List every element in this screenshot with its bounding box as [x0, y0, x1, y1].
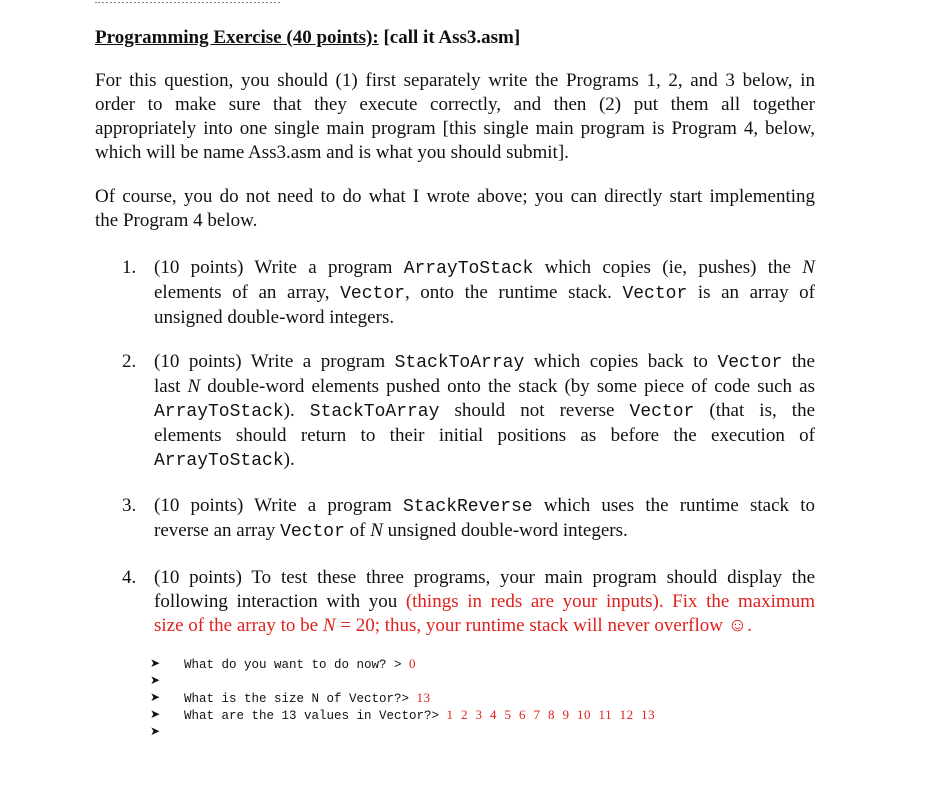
text-line: appropriately into one single main program [this single main program is Program 4, below, [95, 118, 815, 139]
text-line: size of the array to be N = 20; thus, your runtime stack will never overflow ☺. [154, 615, 752, 636]
code-vector: Vector [280, 522, 345, 542]
text-line: order to make sure that they execute correctly, and then (2) put them all together [95, 94, 815, 115]
arrow-bullet-icon: ➤ [150, 724, 161, 738]
user-input: 1 2 3 4 5 6 7 8 9 10 11 12 13 [446, 707, 656, 722]
text-line: Of course, you do not need to do what I wrote above; you can directly start implementing [95, 186, 815, 207]
text-line: (10 points) Write a program StackToArray which copies back to Vector the [154, 351, 815, 373]
heading-title: Programming Exercise (40 points): [95, 27, 379, 48]
text-line: (10 points) Write a program ArrayToStack which copies (ie, pushes) the N [154, 257, 815, 279]
code-vector: Vector [629, 402, 695, 422]
arrow-bullet-icon: ➤ [150, 690, 161, 704]
code-vector: Vector [717, 353, 783, 373]
arrow-bullet-icon: ➤ [150, 707, 161, 721]
code-stack-to-array: StackToArray [394, 353, 525, 373]
item-number: 4. [122, 567, 137, 588]
text-line: (10 points) To test these three programs, your main program should display the [154, 567, 815, 588]
intro-paragraph-2 [95, 185, 815, 233]
item-number: 2. [122, 351, 137, 372]
code-vector: Vector [340, 284, 405, 304]
red-note: (things in reds are your inputs). Fix the maximum [405, 591, 815, 612]
cropped-top-text [95, 0, 285, 3]
text-line: following interaction with you (things in reds are your inputs). Fix the maximum [154, 591, 815, 612]
heading-subtitle: [call it Ass3.asm] [383, 27, 521, 48]
prompt-text: What is the size N of Vector?> [184, 692, 417, 706]
prompt-text: What do you want to do now? > [184, 658, 410, 672]
text-line: reverse an array Vector of N unsigned double-word integers. [154, 520, 628, 542]
code-vector: Vector [622, 284, 688, 304]
intro-paragraph-1 [95, 69, 815, 165]
text-line: unsigned double-word integers. [154, 307, 395, 328]
text-line: For this question, you should (1) first separately write the Programs 1, 2, and 3 below, in [95, 70, 815, 91]
item-number: 1. [122, 257, 137, 278]
item-number: 3. [122, 495, 137, 516]
exercise-heading [95, 27, 520, 49]
text-line: ArrayToStack). [154, 449, 295, 471]
text-line: the Program 4 below. [95, 210, 258, 231]
prompt-text: What are the 13 values in Vector?> [184, 709, 447, 723]
code-stack-to-array: StackToArray [309, 402, 440, 422]
text-line: which will be name Ass3.asm and is what you should submit]. [95, 142, 569, 163]
text-line: ArrayToStack). StackToArray should not reverse Vector (that is, the [154, 400, 816, 422]
text-line: (10 points) Write a program StackReverse which uses the runtime stack to [154, 495, 815, 517]
user-input: 0 [409, 656, 417, 671]
user-input: 13 [416, 690, 431, 705]
code-stack-reverse: StackReverse [402, 497, 533, 517]
text-line: last N double-word elements pushed onto the stack (by some piece of code such as [154, 376, 815, 397]
code-array-to-stack: ArrayToStack [154, 451, 284, 471]
text-line: elements of an array, Vector, onto the runtime stack. Vector is an array of [154, 282, 815, 304]
text-line: elements should return to their initial positions as before the execution of [154, 425, 815, 446]
code-array-to-stack: ArrayToStack [403, 259, 534, 279]
arrow-bullet-icon: ➤ [150, 656, 161, 670]
arrow-bullet-icon: ➤ [150, 673, 161, 687]
code-array-to-stack: ArrayToStack [154, 402, 284, 422]
